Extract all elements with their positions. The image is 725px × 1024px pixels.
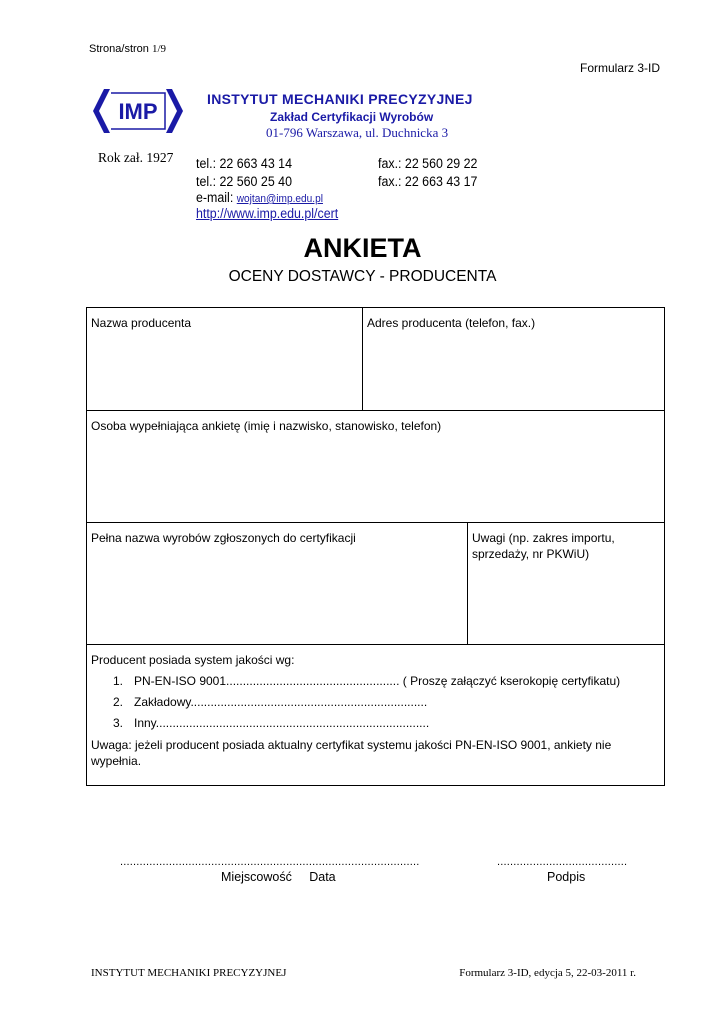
page-number-value: 1/9 — [151, 43, 167, 55]
document-subtitle: OCENY DOSTAWCY - PRODUCENTA — [228, 268, 497, 285]
respondent-label: Osoba wypełniająca ankietę (imię i nazwisko, stanowisko, telefon) — [91, 419, 442, 433]
email-row — [196, 190, 323, 205]
quality-item-iso: PN-EN-ISO 9001.................................................... ( Proszę załączyć kserokopię certyfikatu) — [134, 674, 621, 688]
page-label: Strona/stron — [89, 43, 149, 55]
quality-item-other: Inny.................................................................................. — [134, 716, 430, 730]
divider — [362, 308, 363, 410]
department-name: Zakład Certyfikacji Wyrobów — [270, 110, 434, 124]
quality-item-number: 3. — [113, 716, 124, 730]
fax-2: fax.: 22 663 43 17 — [378, 174, 478, 189]
phone-1: tel.: 22 663 43 14 — [196, 156, 292, 171]
divider — [467, 522, 468, 644]
fax-1: fax.: 22 560 29 22 — [378, 156, 478, 171]
place-date-label: Miejscowość Data — [221, 870, 336, 884]
signature-label: Podpis — [547, 870, 586, 884]
place-date-line: ............................................................................................ — [120, 856, 420, 868]
page-number — [89, 43, 166, 55]
email-label: e-mail: — [196, 190, 234, 205]
institute-name: INSTYTUT MECHANIKI PRECYZYJNEJ — [207, 91, 473, 107]
divider — [87, 410, 664, 411]
institute-address: 01-796 Warszawa, ul. Duchnicka 3 — [266, 125, 449, 140]
document-title: ANKIETA — [303, 233, 422, 263]
note-text: Uwaga: jeżeli producent posiada aktualny certyfikat systemu jakości PN-EN-ISO 9001, ankiety nie wypełnia. — [91, 738, 612, 768]
form-id: Formularz 3-ID — [579, 61, 660, 75]
quality-item-internal: Zakładowy....................................................................... — [134, 695, 428, 709]
signature-line: ........................................ — [497, 856, 628, 868]
footer-institute: INSTYTUT MECHANIKI PRECYZYJNEJ — [91, 967, 287, 979]
producer-address-label: Adres producenta (telefon, fax.) — [367, 316, 536, 330]
logo-text: IMP — [118, 99, 158, 124]
established-year: Rok zał. 1927 — [98, 150, 174, 165]
quality-item-number: 1. — [113, 674, 124, 688]
quality-system-intro: Producent posiada system jakości wg: — [91, 653, 295, 667]
footer-form-edition: Formularz 3-ID, edycja 5, 22-03-2011 r. — [459, 967, 636, 979]
email-link[interactable]: wojtan@imp.edu.pl — [236, 193, 323, 205]
survey-form — [86, 307, 665, 786]
divider — [87, 522, 664, 523]
phone-2: tel.: 22 560 25 40 — [196, 174, 292, 189]
imp-logo — [90, 86, 186, 136]
quality-item-number: 2. — [113, 695, 124, 709]
website-link[interactable]: http://www.imp.edu.pl/cert — [196, 206, 339, 221]
products-label: Pełna nazwa wyrobów zgłoszonych do certyfikacji — [91, 531, 356, 545]
producer-name-label: Nazwa producenta — [91, 316, 192, 330]
divider — [87, 644, 664, 645]
remarks-label: Uwagi (np. zakres importu, sprzedaży, nr PKWiU) — [472, 531, 615, 561]
